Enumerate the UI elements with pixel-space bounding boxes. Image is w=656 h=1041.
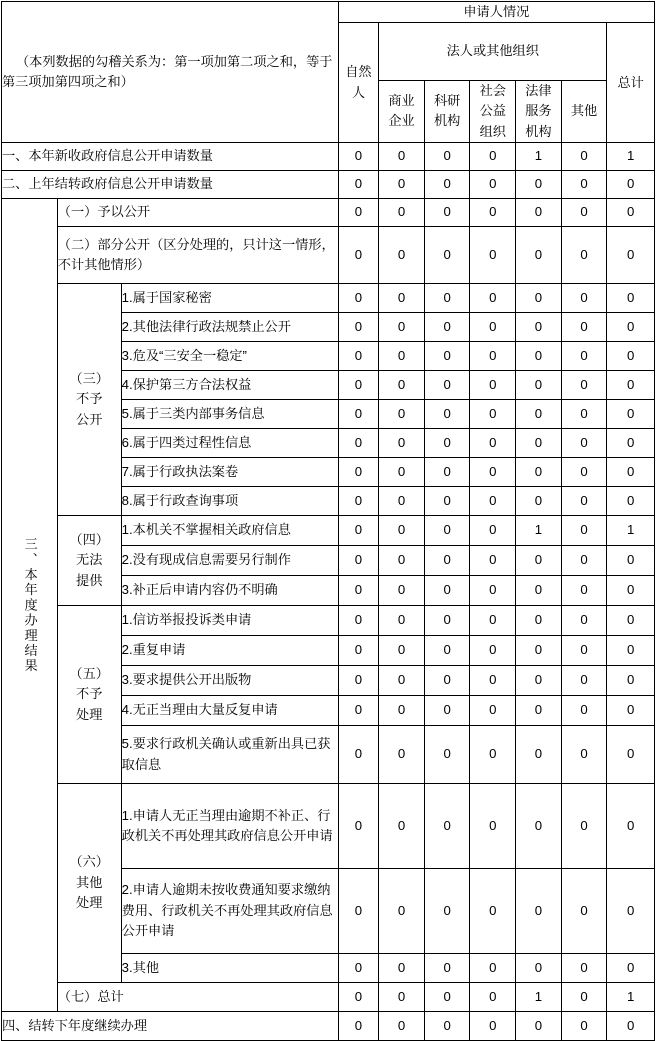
cell-r3-c7: 0 <box>607 199 655 227</box>
cell-r4-c6: 0 <box>561 227 607 284</box>
cell-r16-c6: 0 <box>561 606 607 636</box>
row-label-r18: 3.要求提供公开出版物 <box>121 666 338 696</box>
cell-r24-c7: 1 <box>607 983 655 1012</box>
header-col-natural-person-line2: 人 <box>351 84 365 100</box>
cell-r15-c4: 0 <box>470 576 516 606</box>
cell-r22-c1: 0 <box>338 869 379 954</box>
cell-r10-c4: 0 <box>470 429 516 458</box>
cell-r10-c5: 0 <box>516 429 562 458</box>
cell-r4-c3: 0 <box>424 227 470 284</box>
row-label-group7-total: （七）总计 <box>57 983 338 1012</box>
row-label-r7: 3.危及“三安全一稳定” <box>121 342 338 371</box>
government-info-disclosure-table <box>1 1 655 1041</box>
cell-r11-c7: 0 <box>607 458 655 487</box>
cell-r14-c2: 0 <box>379 546 425 576</box>
header-col-legal-line1: 法律 <box>525 82 552 98</box>
cell-r17-c4: 0 <box>470 636 516 666</box>
cell-r1-c4: 0 <box>470 143 516 171</box>
cell-r22-c7: 0 <box>607 869 655 954</box>
cell-r9-c5: 0 <box>516 400 562 429</box>
cell-r9-c2: 0 <box>379 400 425 429</box>
row-label-group5-line1: （五） <box>69 665 109 681</box>
cell-r14-c5: 0 <box>516 546 562 576</box>
row-label-r8: 4.保护第三方合法权益 <box>121 371 338 400</box>
cell-r22-c2: 0 <box>379 869 425 954</box>
row-label-group3 <box>57 284 121 516</box>
cell-r4-c5: 0 <box>516 227 562 284</box>
cell-r24-c3: 0 <box>424 983 470 1012</box>
cell-r15-c1: 0 <box>338 576 379 606</box>
cell-r24-c5: 1 <box>516 983 562 1012</box>
row-label-r10: 6.属于四类过程性信息 <box>121 429 338 458</box>
cell-r9-c1: 0 <box>338 400 379 429</box>
row-label-r5: 1.属于国家秘密 <box>121 284 338 313</box>
header-legal-person-group: 法人或其他组织 <box>379 23 607 80</box>
cell-r11-c5: 0 <box>516 458 562 487</box>
header-col-public-welfare-org <box>470 80 516 142</box>
row-label-r22: 2.申请人逾期未按收费通知要求缴纳费用、行政机关不再处理其政府信息公开申请 <box>121 869 338 954</box>
cell-r22-c6: 0 <box>561 869 607 954</box>
cell-r11-c4: 0 <box>470 458 516 487</box>
cell-r9-c3: 0 <box>424 400 470 429</box>
cell-r3-c6: 0 <box>561 199 607 227</box>
cell-r5-c4: 0 <box>470 284 516 313</box>
cell-r2-c1: 0 <box>338 171 379 199</box>
cell-r1-c6: 0 <box>561 143 607 171</box>
cell-r19-c7: 0 <box>607 696 655 726</box>
table-row <box>2 284 655 313</box>
cell-r16-c3: 0 <box>424 606 470 636</box>
row-label-item2: 二、上年结转政府信息公开申请数量 <box>2 171 339 199</box>
header-row-1 <box>2 2 655 23</box>
row-label-r9: 5.属于三类内部事务信息 <box>121 400 338 429</box>
row-label-group6-line3: 处理 <box>76 895 103 911</box>
cell-r9-c4: 0 <box>470 400 516 429</box>
cell-r25-c3: 0 <box>424 1012 470 1041</box>
cell-r1-c5: 1 <box>516 143 562 171</box>
cell-r2-c7: 0 <box>607 171 655 199</box>
cell-r9-c7: 0 <box>607 400 655 429</box>
row-label-r16: 1.信访举报投诉类申请 <box>121 606 338 636</box>
cell-r18-c5: 0 <box>516 666 562 696</box>
cell-r18-c3: 0 <box>424 666 470 696</box>
cell-r7-c2: 0 <box>379 342 425 371</box>
cell-r11-c2: 0 <box>379 458 425 487</box>
cell-r2-c2: 0 <box>379 171 425 199</box>
cell-r4-c2: 0 <box>379 227 425 284</box>
header-col-other: 其他 <box>561 80 607 142</box>
cell-r22-c5: 0 <box>516 869 562 954</box>
row-label-r17: 2.重复申请 <box>121 636 338 666</box>
cell-r23-c1: 0 <box>338 954 379 983</box>
cell-r17-c6: 0 <box>561 636 607 666</box>
cell-r19-c3: 0 <box>424 696 470 726</box>
cell-r11-c1: 0 <box>338 458 379 487</box>
cell-r13-c3: 0 <box>424 516 470 546</box>
cell-r20-c5: 0 <box>516 726 562 784</box>
cell-r10-c3: 0 <box>424 429 470 458</box>
cell-r2-c6: 0 <box>561 171 607 199</box>
header-col-research-line1: 科研 <box>433 92 461 108</box>
cell-r19-c2: 0 <box>379 696 425 726</box>
row-label-item4: 四、结转下年度继续办理 <box>2 1012 339 1041</box>
cell-r20-c2: 0 <box>379 726 425 784</box>
cell-r19-c5: 0 <box>516 696 562 726</box>
cell-r16-c5: 0 <box>516 606 562 636</box>
cell-r16-c2: 0 <box>379 606 425 636</box>
row-label-group4 <box>57 516 121 606</box>
header-note-cell: （本列数据的勾稽关系为：第一项加第二项之和，等于第三项加第四项之和） <box>2 2 339 143</box>
cell-r8-c7: 0 <box>607 371 655 400</box>
row-label-r13: 1.本机关不掌握相关政府信息 <box>121 516 338 546</box>
row-label-r14: 2.没有现成信息需要另行制作 <box>121 546 338 576</box>
table-row <box>2 606 655 636</box>
row-label-item1: 一、本年新收政府信息公开申请数量 <box>2 143 339 171</box>
cell-r22-c3: 0 <box>424 869 470 954</box>
cell-r6-c2: 0 <box>379 313 425 342</box>
row-label-group3-line2: 不予 <box>76 391 103 407</box>
cell-r23-c4: 0 <box>470 954 516 983</box>
row-label-group6 <box>57 784 121 983</box>
cell-r9-c6: 0 <box>561 400 607 429</box>
cell-r8-c1: 0 <box>338 371 379 400</box>
cell-r7-c1: 0 <box>338 342 379 371</box>
cell-r25-c4: 0 <box>470 1012 516 1041</box>
cell-r12-c3: 0 <box>424 487 470 516</box>
cell-r2-c5: 0 <box>516 171 562 199</box>
cell-r24-c2: 0 <box>379 983 425 1012</box>
header-applicant-group: 申请人情况 <box>338 2 654 23</box>
table-row <box>2 171 655 199</box>
cell-r18-c7: 0 <box>607 666 655 696</box>
cell-r2-c4: 0 <box>470 171 516 199</box>
cell-r6-c3: 0 <box>424 313 470 342</box>
cell-r10-c7: 0 <box>607 429 655 458</box>
cell-r13-c2: 0 <box>379 516 425 546</box>
row-label-r15: 3.补正后申请内容仍不明确 <box>121 576 338 606</box>
cell-r19-c6: 0 <box>561 696 607 726</box>
cell-r8-c5: 0 <box>516 371 562 400</box>
cell-r2-c3: 0 <box>424 171 470 199</box>
cell-r25-c7: 0 <box>607 1012 655 1041</box>
cell-r16-c4: 0 <box>470 606 516 636</box>
cell-r20-c3: 0 <box>424 726 470 784</box>
cell-r18-c2: 0 <box>379 666 425 696</box>
cell-r5-c5: 0 <box>516 284 562 313</box>
cell-r3-c2: 0 <box>379 199 425 227</box>
row-label-group4-line1: （四） <box>69 531 109 547</box>
header-col-welfare-line2: 公益 <box>479 103 506 119</box>
cell-r5-c2: 0 <box>379 284 425 313</box>
cell-r21-c2: 0 <box>379 784 425 869</box>
header-col-research-institution <box>424 80 470 142</box>
cell-r25-c6: 0 <box>561 1012 607 1041</box>
cell-r4-c4: 0 <box>470 227 516 284</box>
table-row <box>2 784 655 869</box>
header-col-commercial-line2: 企业 <box>388 113 415 129</box>
row-label-r21: 1.申请人无正当理由逾期不补正、行政机关不再处理其政府信息公开申请 <box>121 784 338 869</box>
row-label-item3-text: 三、本年度办理结果 <box>22 536 38 674</box>
cell-r11-c3: 0 <box>424 458 470 487</box>
row-label-item3-vertical <box>2 199 58 1012</box>
cell-r3-c3: 0 <box>424 199 470 227</box>
header-col-legal-line3: 机构 <box>525 123 552 139</box>
header-col-legal-line2: 服务 <box>525 103 552 119</box>
cell-r19-c4: 0 <box>470 696 516 726</box>
cell-r20-c4: 0 <box>470 726 516 784</box>
cell-r21-c4: 0 <box>470 784 516 869</box>
cell-r5-c3: 0 <box>424 284 470 313</box>
header-col-natural-person-line1: 自然 <box>345 64 372 80</box>
cell-r23-c3: 0 <box>424 954 470 983</box>
header-col-natural-person <box>338 23 379 143</box>
header-col-welfare-line3: 组织 <box>479 123 506 139</box>
cell-r8-c3: 0 <box>424 371 470 400</box>
cell-r13-c1: 0 <box>338 516 379 546</box>
header-col-commercial-line1: 商业 <box>388 92 415 108</box>
row-label-group4-line3: 提供 <box>76 572 103 588</box>
cell-r12-c1: 0 <box>338 487 379 516</box>
cell-r6-c1: 0 <box>338 313 379 342</box>
cell-r20-c6: 0 <box>561 726 607 784</box>
cell-r15-c5: 0 <box>516 576 562 606</box>
cell-r1-c3: 0 <box>424 143 470 171</box>
cell-r20-c1: 0 <box>338 726 379 784</box>
table-row <box>2 199 655 227</box>
cell-r13-c7: 1 <box>607 516 655 546</box>
row-label-group6-line1: （六） <box>69 854 109 870</box>
cell-r16-c7: 0 <box>607 606 655 636</box>
cell-r21-c1: 0 <box>338 784 379 869</box>
cell-r14-c1: 0 <box>338 546 379 576</box>
cell-r1-c7: 1 <box>607 143 655 171</box>
cell-r4-c7: 0 <box>607 227 655 284</box>
table-row <box>2 516 655 546</box>
cell-r5-c1: 0 <box>338 284 379 313</box>
cell-r17-c2: 0 <box>379 636 425 666</box>
cell-r10-c2: 0 <box>379 429 425 458</box>
cell-r15-c6: 0 <box>561 576 607 606</box>
row-label-r12: 8.属于行政查询事项 <box>121 487 338 516</box>
cell-r17-c7: 0 <box>607 636 655 666</box>
cell-r3-c1: 0 <box>338 199 379 227</box>
row-label-group4-line2: 无法 <box>76 552 103 568</box>
cell-r12-c4: 0 <box>470 487 516 516</box>
cell-r16-c1: 0 <box>338 606 379 636</box>
cell-r6-c6: 0 <box>561 313 607 342</box>
cell-r5-c6: 0 <box>561 284 607 313</box>
cell-r14-c3: 0 <box>424 546 470 576</box>
cell-r24-c1: 0 <box>338 983 379 1012</box>
cell-r8-c2: 0 <box>379 371 425 400</box>
cell-r15-c2: 0 <box>379 576 425 606</box>
row-label-group2: （二）部分公开（区分处理的，只计这一情形，不计其他情形） <box>57 227 338 284</box>
cell-r19-c1: 0 <box>338 696 379 726</box>
table-row <box>2 227 655 284</box>
cell-r12-c2: 0 <box>379 487 425 516</box>
row-label-r11: 7.属于行政执法案卷 <box>121 458 338 487</box>
cell-r23-c7: 0 <box>607 954 655 983</box>
cell-r11-c6: 0 <box>561 458 607 487</box>
cell-r25-c5: 0 <box>516 1012 562 1041</box>
cell-r12-c7: 0 <box>607 487 655 516</box>
table-row <box>2 983 655 1012</box>
cell-r22-c4: 0 <box>470 869 516 954</box>
cell-r18-c1: 0 <box>338 666 379 696</box>
row-label-r19: 4.无正当理由大量反复申请 <box>121 696 338 726</box>
cell-r23-c2: 0 <box>379 954 425 983</box>
cell-r13-c5: 1 <box>516 516 562 546</box>
cell-r10-c1: 0 <box>338 429 379 458</box>
row-label-group5-line2: 不予 <box>76 686 103 702</box>
cell-r8-c4: 0 <box>470 371 516 400</box>
cell-r18-c4: 0 <box>470 666 516 696</box>
row-label-group1: （一）予以公开 <box>57 199 338 227</box>
table-row <box>2 143 655 171</box>
row-label-r23: 3.其他 <box>121 954 338 983</box>
cell-r8-c6: 0 <box>561 371 607 400</box>
cell-r25-c2: 0 <box>379 1012 425 1041</box>
cell-r6-c7: 0 <box>607 313 655 342</box>
cell-r12-c5: 0 <box>516 487 562 516</box>
cell-r15-c3: 0 <box>424 576 470 606</box>
cell-r7-c5: 0 <box>516 342 562 371</box>
cell-r17-c1: 0 <box>338 636 379 666</box>
row-label-group6-line2: 其他 <box>76 874 103 890</box>
row-label-r6: 2.其他法律行政法规禁止公开 <box>121 313 338 342</box>
cell-r15-c7: 0 <box>607 576 655 606</box>
header-col-research-line2: 机构 <box>433 113 461 129</box>
header-col-commercial-enterprise <box>379 80 425 142</box>
cell-r7-c3: 0 <box>424 342 470 371</box>
header-col-total: 总计 <box>607 23 655 143</box>
header-col-legal-service-org <box>516 80 562 142</box>
row-label-group3-line3: 公开 <box>76 411 103 427</box>
cell-r6-c5: 0 <box>516 313 562 342</box>
cell-r21-c6: 0 <box>561 784 607 869</box>
cell-r7-c6: 0 <box>561 342 607 371</box>
cell-r3-c5: 0 <box>516 199 562 227</box>
cell-r1-c2: 0 <box>379 143 425 171</box>
cell-r14-c7: 0 <box>607 546 655 576</box>
cell-r12-c6: 0 <box>561 487 607 516</box>
cell-r14-c6: 0 <box>561 546 607 576</box>
cell-r18-c6: 0 <box>561 666 607 696</box>
cell-r21-c3: 0 <box>424 784 470 869</box>
cell-r10-c6: 0 <box>561 429 607 458</box>
row-label-group3-line1: （三） <box>69 370 109 386</box>
header-col-welfare-line1: 社会 <box>479 82 506 98</box>
cell-r20-c7: 0 <box>607 726 655 784</box>
cell-r17-c5: 0 <box>516 636 562 666</box>
row-label-group5 <box>57 606 121 784</box>
cell-r25-c1: 0 <box>338 1012 379 1041</box>
statistics-sheet <box>0 1 656 1033</box>
row-label-group5-line3: 处理 <box>76 706 103 722</box>
cell-r3-c4: 0 <box>470 199 516 227</box>
cell-r23-c6: 0 <box>561 954 607 983</box>
cell-r13-c4: 0 <box>470 516 516 546</box>
cell-r1-c1: 0 <box>338 143 379 171</box>
cell-r17-c3: 0 <box>424 636 470 666</box>
cell-r14-c4: 0 <box>470 546 516 576</box>
cell-r13-c6: 0 <box>561 516 607 546</box>
cell-r7-c4: 0 <box>470 342 516 371</box>
cell-r24-c6: 0 <box>561 983 607 1012</box>
cell-r24-c4: 0 <box>470 983 516 1012</box>
cell-r7-c7: 0 <box>607 342 655 371</box>
cell-r23-c5: 0 <box>516 954 562 983</box>
cell-r21-c5: 0 <box>516 784 562 869</box>
cell-r6-c4: 0 <box>470 313 516 342</box>
row-label-r20: 5.要求行政机关确认或重新出具已获取信息 <box>121 726 338 784</box>
cell-r5-c7: 0 <box>607 284 655 313</box>
cell-r21-c7: 0 <box>607 784 655 869</box>
cell-r4-c1: 0 <box>338 227 379 284</box>
